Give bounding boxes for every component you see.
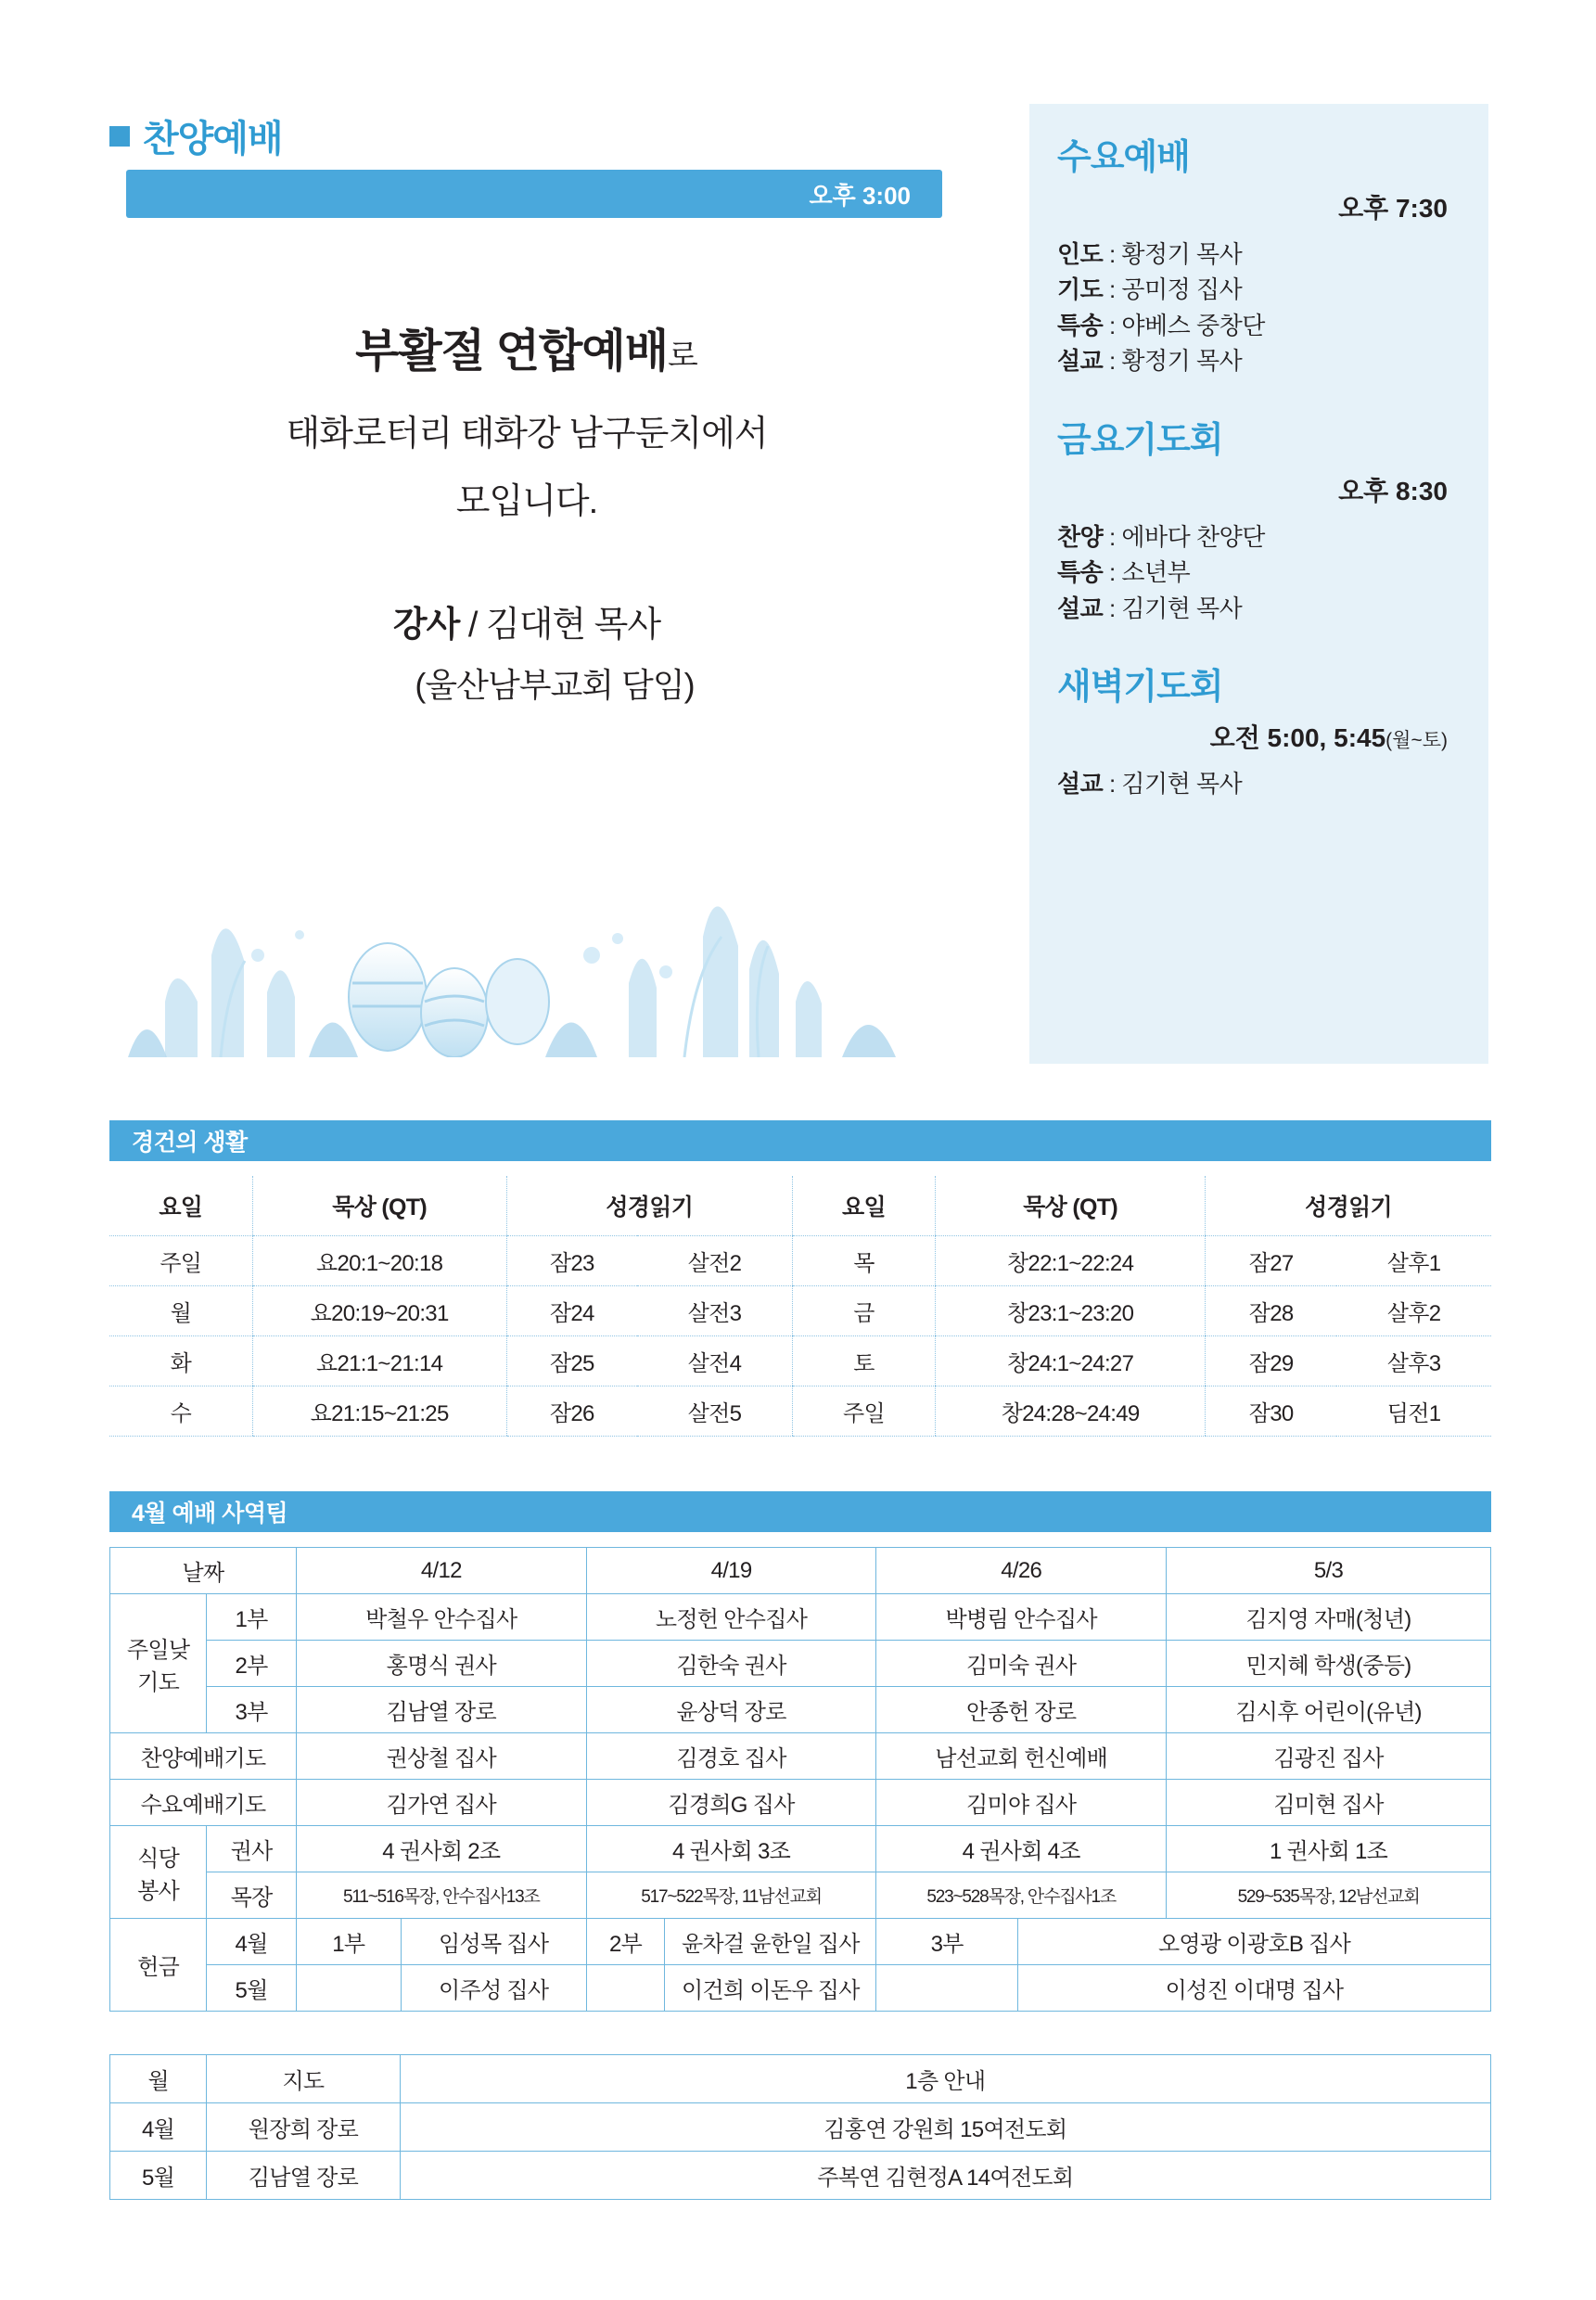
service-block-friday <box>1057 411 1461 626</box>
cell-part <box>876 1965 1017 2011</box>
cell-value: 529~535목장, 12남선교회 <box>1167 1872 1491 1919</box>
table-row <box>587 1965 876 2011</box>
label-line-2: 봉사 <box>137 1878 180 1904</box>
praise-location: 태화로터리 태화강 남구둔치에서 <box>286 415 768 454</box>
cell-part: 1부 <box>207 1594 297 1641</box>
praise-speaker-name: 김대현 목사 <box>486 606 661 645</box>
cell-bible-b2: 딤전1 <box>1336 1386 1491 1437</box>
cell-value: 박병림 안수집사 <box>876 1594 1167 1641</box>
section-header-team: 4월 예배 사역팀 <box>109 1491 1491 1532</box>
cell-value: 오영광 이광호B 집사 <box>1018 1919 1490 1964</box>
cell-leader: 원장희 장로 <box>207 2103 400 2152</box>
table-row <box>109 1236 1491 1286</box>
cell-day-2: 주일 <box>792 1386 935 1437</box>
cell-part: 2부 <box>608 1932 643 1957</box>
col-bible: 성경읽기 <box>506 1176 792 1236</box>
row-label-meal-service <box>110 1826 207 1919</box>
cell-value: 윤차걸 윤한일 집사 <box>665 1919 876 1964</box>
service-time-text: 오후 8:30 <box>1338 476 1448 505</box>
cell-day: 월 <box>109 1286 252 1336</box>
cell-bible-a2: 잠29 <box>1206 1336 1336 1386</box>
cell-bible-a: 잠26 <box>506 1386 637 1437</box>
table-header-row <box>110 2055 1491 2103</box>
table-row <box>110 1872 1491 1919</box>
table-row <box>109 1286 1491 1336</box>
col-qt-2: 묵상 (QT) <box>936 1176 1206 1236</box>
cell-bible-a2: 잠28 <box>1206 1286 1336 1336</box>
cell-value: 임성목 집사 <box>401 1919 585 1964</box>
offering-part-3-table <box>876 1919 1490 1964</box>
offering-part-2-table-2 <box>587 1965 876 2011</box>
table-row <box>110 1826 1491 1872</box>
cell-value: 김미현 집사 <box>1167 1780 1491 1826</box>
praise-service-block <box>109 109 944 707</box>
cell-bible-a2: 잠27 <box>1206 1236 1336 1286</box>
service-role-row <box>1057 272 1461 307</box>
table-row <box>110 2103 1491 2152</box>
service-time-text: 오후 7:30 <box>1338 194 1448 223</box>
cell-bible-b: 살전5 <box>637 1386 792 1437</box>
offering-part-1-table <box>297 1919 586 1964</box>
cell-qt-2: 창24:1~24:27 <box>936 1336 1206 1386</box>
cell-value: 노정헌 안수집사 <box>586 1594 876 1641</box>
header-date-1: 4/12 <box>297 1548 587 1594</box>
cell-day-2: 목 <box>792 1236 935 1286</box>
col-day: 요일 <box>109 1176 252 1236</box>
role-label: 특송 <box>1057 558 1104 587</box>
cell-qt-2: 창22:1~22:24 <box>936 1236 1206 1286</box>
cell-bible-a: 잠24 <box>506 1286 637 1336</box>
service-roles <box>1057 519 1461 626</box>
service-title: 수요예배 <box>1057 138 1190 177</box>
guide-table <box>109 2054 1491 2200</box>
role-value: : 김기현 목사 <box>1108 770 1243 799</box>
service-role-row <box>1057 236 1461 272</box>
table-row <box>110 1919 1491 1965</box>
cell-bible-a: 잠25 <box>506 1336 637 1386</box>
guide-table-element <box>109 2054 1491 2200</box>
cell-value: 김한숙 권사 <box>586 1641 876 1687</box>
role-value: : 소년부 <box>1108 558 1191 587</box>
cell-guide: 김홍연 강원희 15여전도회 <box>400 2103 1490 2152</box>
praise-speaker-church: (울산남부교회 담임) <box>415 666 695 704</box>
cell-bible-b2: 살후1 <box>1336 1236 1491 1286</box>
service-role-row <box>1057 343 1461 378</box>
cell-value: 김미숙 권사 <box>876 1641 1167 1687</box>
cell-bible-b2: 살후2 <box>1336 1286 1491 1336</box>
cell-month: 4월 <box>207 1919 297 1965</box>
cell-qt-2: 창23:1~23:20 <box>936 1286 1206 1336</box>
table-row <box>109 1386 1491 1437</box>
table-row <box>587 1919 876 1964</box>
table-row <box>110 2152 1491 2200</box>
table-row <box>297 1919 586 1964</box>
cell-month: 5월 <box>207 1965 297 2012</box>
cell-month: 4월 <box>110 2103 207 2152</box>
table-row <box>876 1919 1490 1964</box>
table-row <box>110 1780 1491 1826</box>
role-value: : 공미정 집사 <box>1108 275 1243 304</box>
cell-qt: 요20:19~20:31 <box>252 1286 506 1336</box>
praise-speaker-label: 강사 <box>392 606 460 645</box>
cell-value: 박철우 안수집사 <box>297 1594 587 1641</box>
cell-part: 1부 <box>332 1932 365 1957</box>
header-floor-guide: 1층 안내 <box>400 2055 1490 2103</box>
cell-value: 김지영 자매(청년) <box>1167 1594 1491 1641</box>
cell-qt: 요20:1~20:18 <box>252 1236 506 1286</box>
bullet-square-icon <box>109 126 130 147</box>
cell-leader: 김남열 장로 <box>207 2152 400 2200</box>
praise-speaker-sep: / <box>467 606 478 645</box>
cell-bible-b2: 살후3 <box>1336 1336 1491 1386</box>
cell-value: 4 권사회 3조 <box>586 1826 876 1872</box>
worship-team-tbody <box>110 1548 1491 2012</box>
row-label-wed-prayer: 수요예배기도 <box>110 1780 297 1826</box>
role-label: 인도 <box>1057 240 1104 268</box>
panel-spacer <box>1057 626 1461 658</box>
devotion-table <box>109 1176 1491 1437</box>
worship-team-table-element <box>109 1547 1491 2012</box>
cell-bible-b: 살전3 <box>637 1286 792 1336</box>
praise-speaker-line <box>109 595 944 646</box>
role-label: 설교 <box>1057 347 1104 376</box>
guide-tbody <box>110 2055 1491 2200</box>
table-row <box>110 1733 1491 1780</box>
table-header-row <box>109 1176 1491 1236</box>
devotion-tbody <box>109 1236 1491 1437</box>
cell-qt-2: 창24:28~24:49 <box>936 1386 1206 1437</box>
cell-part: 권사 <box>207 1826 297 1872</box>
cell-value: 홍명식 권사 <box>297 1641 587 1687</box>
role-value: : 김기현 목사 <box>1108 594 1243 622</box>
service-time-note: (월~토) <box>1385 730 1448 752</box>
cell-bible-b: 살전2 <box>637 1236 792 1286</box>
cell-value: 김남열 장로 <box>297 1687 587 1733</box>
role-label: 찬양 <box>1057 522 1104 551</box>
cell-value: 권상철 집사 <box>297 1733 587 1780</box>
service-time <box>1057 718 1461 755</box>
col-qt: 묵상 (QT) <box>252 1176 506 1236</box>
cell-value: 517~522목장, 11남선교회 <box>586 1872 876 1919</box>
service-role-row <box>1057 766 1461 801</box>
role-label: 설교 <box>1057 770 1104 799</box>
table-row <box>297 1965 586 2011</box>
cell-day: 수 <box>109 1386 252 1437</box>
praise-gather: 모입니다. <box>455 482 598 521</box>
table-row <box>110 1594 1491 1641</box>
panel-spacer <box>1057 379 1461 411</box>
cell-value: 김경희G 집사 <box>586 1780 876 1826</box>
table-header-row <box>110 1548 1491 1594</box>
cell-value: 김광진 집사 <box>1167 1733 1491 1780</box>
cell-value: 윤상덕 장로 <box>586 1687 876 1733</box>
praise-main-suffix: 로 <box>668 339 698 374</box>
service-title: 새벽기도회 <box>1057 668 1223 708</box>
cell-guide: 주복연 김현정A 14여전도회 <box>400 2152 1490 2200</box>
role-label: 기도 <box>1057 275 1104 304</box>
cell-value: 이건희 이돈우 집사 <box>665 1965 876 2011</box>
service-block-wednesday <box>1057 128 1461 379</box>
header-date-2: 4/19 <box>586 1548 876 1594</box>
col-day-2: 요일 <box>792 1176 935 1236</box>
offering-part-1-table-2 <box>297 1965 586 2011</box>
role-label: 특송 <box>1057 311 1104 339</box>
praise-main-line <box>109 315 944 380</box>
cell-bible-b: 살전4 <box>637 1336 792 1386</box>
service-roles <box>1057 236 1461 379</box>
cell-bible-a2: 잠30 <box>1206 1386 1336 1437</box>
label-line-2: 기도 <box>137 1669 180 1695</box>
header-date: 날짜 <box>110 1548 297 1594</box>
offering-part-2-table <box>587 1919 876 1964</box>
cell-value: 김경호 집사 <box>586 1733 876 1780</box>
cell-qt: 요21:1~21:14 <box>252 1336 506 1386</box>
weekly-services-panel <box>1029 104 1488 1064</box>
service-role-row <box>1057 308 1461 343</box>
cell-value: 이주성 집사 <box>401 1965 585 2011</box>
cell-value: 안종헌 장로 <box>876 1687 1167 1733</box>
cell-part <box>587 1965 665 2011</box>
praise-time-bar <box>126 170 942 218</box>
service-role-row <box>1057 555 1461 590</box>
cell-value: 남선교회 헌신예배 <box>876 1733 1167 1780</box>
cell-value: 민지혜 학생(중등) <box>1167 1641 1491 1687</box>
cell-bible-a: 잠23 <box>506 1236 637 1286</box>
cell-value: 4 권사회 2조 <box>297 1826 587 1872</box>
role-value: : 황정기 목사 <box>1108 240 1243 268</box>
cell-part: 3부 <box>930 1932 964 1957</box>
cell-day-2: 금 <box>792 1286 935 1336</box>
praise-header <box>109 109 944 162</box>
table-row <box>109 1336 1491 1386</box>
col-bible-2: 성경읽기 <box>1206 1176 1491 1236</box>
table-row <box>110 1641 1491 1687</box>
praise-main-bold: 부활절 연합예배 <box>355 326 669 377</box>
role-value: : 에바다 찬양단 <box>1108 522 1265 551</box>
header-leader: 지도 <box>207 2055 400 2103</box>
cell-value: 김시후 어린이(유년) <box>1167 1687 1491 1733</box>
service-time <box>1057 471 1461 508</box>
service-title: 금요기도회 <box>1057 420 1223 460</box>
header-month: 월 <box>110 2055 207 2103</box>
cell-qt: 요21:15~21:25 <box>252 1386 506 1437</box>
cell-part: 3부 <box>207 1687 297 1733</box>
cell-month: 5월 <box>110 2152 207 2200</box>
service-role-row <box>1057 519 1461 555</box>
cell-day: 화 <box>109 1336 252 1386</box>
devotion-thead <box>109 1176 1491 1236</box>
cell-day-2: 토 <box>792 1336 935 1386</box>
table-row <box>110 1687 1491 1733</box>
service-role-row <box>1057 591 1461 626</box>
service-block-dawn <box>1057 658 1461 801</box>
praise-time: 오후 3:00 <box>809 181 911 210</box>
cell-value: 김미야 집사 <box>876 1780 1167 1826</box>
role-label: 설교 <box>1057 594 1104 622</box>
cell-value: 4 권사회 4조 <box>876 1826 1167 1872</box>
easter-decoration-image <box>109 723 944 1057</box>
header-date-4: 5/3 <box>1167 1548 1491 1594</box>
service-time-text: 오전 5:00, 5:45 <box>1209 723 1386 753</box>
worship-team-table <box>109 1547 1491 2012</box>
cell-part: 목장 <box>207 1872 297 1919</box>
label-line-1: 식당 <box>137 1846 180 1872</box>
offering-part-3-table-2 <box>876 1965 1490 2011</box>
devotion-table-element <box>109 1176 1491 1437</box>
cell-value: 523~528목장, 안수집사1조 <box>876 1872 1167 1919</box>
cell-value: 1 권사회 1조 <box>1167 1826 1491 1872</box>
cell-day: 주일 <box>109 1236 252 1286</box>
cell-value: 511~516목장, 안수집사13조 <box>297 1872 587 1919</box>
row-label-offering: 헌금 <box>110 1919 207 2012</box>
cell-part: 2부 <box>207 1641 297 1687</box>
cell-value: 이성진 이대명 집사 <box>1018 1965 1490 2011</box>
table-row <box>110 1965 1491 2012</box>
service-time <box>1057 188 1461 225</box>
row-label-sunday-prayer <box>110 1594 207 1733</box>
table-row <box>876 1965 1490 2011</box>
role-value: : 야베스 중창단 <box>1108 311 1265 339</box>
role-value: : 황정기 목사 <box>1108 347 1243 376</box>
service-roles <box>1057 766 1461 801</box>
cell-part <box>297 1965 401 2011</box>
row-label-praise-prayer: 찬양예배기도 <box>110 1733 297 1780</box>
weekly-services-inner <box>1029 104 1488 826</box>
praise-title: 찬양예배 <box>143 119 283 160</box>
label-line-1: 주일낮 <box>126 1637 190 1663</box>
cell-value: 김가연 집사 <box>297 1780 587 1826</box>
praise-body <box>109 315 944 707</box>
section-header-devotion: 경건의 생활 <box>109 1120 1491 1161</box>
header-date-3: 4/26 <box>876 1548 1167 1594</box>
